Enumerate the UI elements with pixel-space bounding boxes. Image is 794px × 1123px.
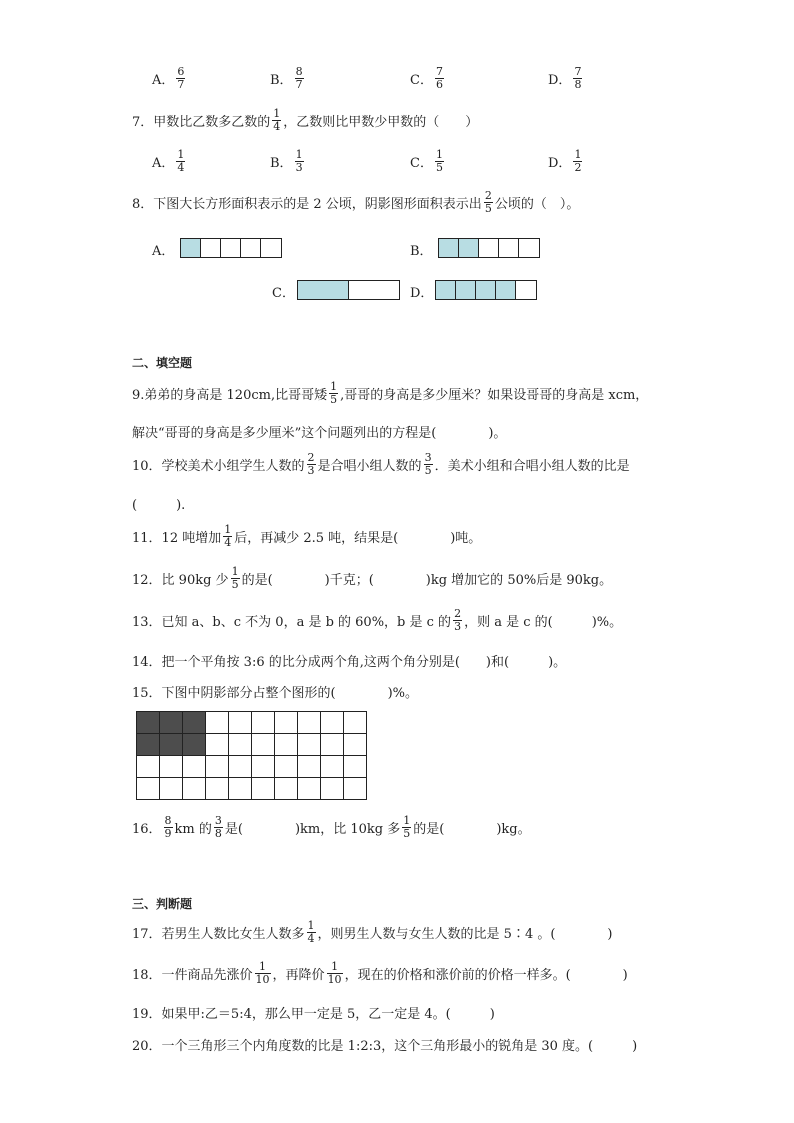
- question-16: 16． $\frac{8}{9}$ km 的 $\frac{3}{8}$ 是( )km，比 10kg 多 $\frac{1}{5}$ 的是( )kg。: [132, 814, 531, 840]
- q7-option-a: A． $\frac{1}{4}$: [152, 148, 185, 174]
- q7-option-b: B． $\frac{1}{3}$: [270, 148, 303, 174]
- q6-option-a: A． $\frac{6}{7}$: [152, 65, 185, 91]
- q7-option-c: C． $\frac{1}{5}$: [410, 148, 443, 174]
- q8-figure-a: [180, 238, 282, 258]
- q8-figure-b: [438, 238, 540, 258]
- question-7: 7．甲数比乙数多乙数的 $\frac{1}{4}$ ，乙数则比甲数少甲数的（ ）: [132, 107, 479, 133]
- q8-figure-d: [435, 280, 537, 300]
- question-19: 19．如果甲:乙＝5:4，那么甲一定是 5，乙一定是 4。( ): [132, 1007, 495, 1022]
- question-12: 12．比 90kg 少 $\frac{1}{5}$ 的是( )千克；( )kg 增加它的 50%后是 90kg。: [132, 565, 613, 591]
- question-15: 15．下图中阴影部分占整个图形的( )%。: [132, 686, 419, 701]
- q8-label-b: B．: [410, 244, 433, 259]
- q15-grid-figure: [136, 711, 367, 800]
- question-14: 14．把一个平角按 3:6 的比分成两个角,这两个角分别是( )和( )。: [132, 655, 567, 670]
- question-11: 11．12 吨增加 $\frac{1}{4}$ 后，再减少 2.5 吨，结果是( )吨。: [132, 523, 482, 549]
- question-8: 8．下图大长方形面积表示的是 2 公顷，阴影图形面积表示出 $\frac{2}{5}$ 公顷的（ ）。: [132, 189, 580, 215]
- q6-option-d: D． $\frac{7}{8}$: [548, 65, 582, 91]
- q7-option-d: D． $\frac{1}{2}$: [548, 148, 582, 174]
- section-title-fill-in: 二、填空题: [132, 356, 193, 370]
- question-9-line2: 解决“哥哥的身高是多少厘米”这个问题列出的方程是( )。: [132, 426, 507, 441]
- q8-label-a: A．: [152, 244, 175, 259]
- section-title-judgment: 三、判断题: [132, 897, 193, 911]
- q6-option-b: B． $\frac{8}{7}$: [270, 65, 303, 91]
- q8-label-d: D．: [410, 286, 434, 301]
- question-18: 18．一件商品先涨价 $\frac{1}{10}$ ，再降价 $\frac{1}{10}$ ，现在的价格和涨价前的价格一样多。( ): [132, 960, 628, 986]
- question-10: 10．学校美术小组学生人数的 $\frac{2}{3}$ 是合唱小组人数的 $\frac{3}{5}$ ．美术小组和合唱小组人数的比是: [132, 451, 630, 477]
- q8-label-c: C．: [272, 286, 295, 301]
- question-10-line2: ( ).: [132, 498, 186, 513]
- question-13: 13．已知 a、b、c 不为 0，a 是 b 的 60%，b 是 c 的 $\frac{2}{3}$ ，则 a 是 c 的( )%。: [132, 607, 623, 633]
- question-9: 9.弟弟的身高是 120cm,比哥哥矮 $\frac{1}{5}$ ,哥哥的身高是多少厘米？如果设哥哥的身高是 xcm，: [132, 380, 649, 406]
- question-20: 20．一个三角形三个内角度数的比是 1:2:3，这个三角形最小的锐角是 30 度。( ): [132, 1039, 638, 1054]
- question-17: 17．若男生人数比女生人数多 $\frac{1}{4}$ ，则男生人数与女生人数的比是 5∶4 。( ): [132, 919, 613, 945]
- q8-figure-c: [297, 280, 400, 300]
- q6-option-c: C． $\frac{7}{6}$: [410, 65, 443, 91]
